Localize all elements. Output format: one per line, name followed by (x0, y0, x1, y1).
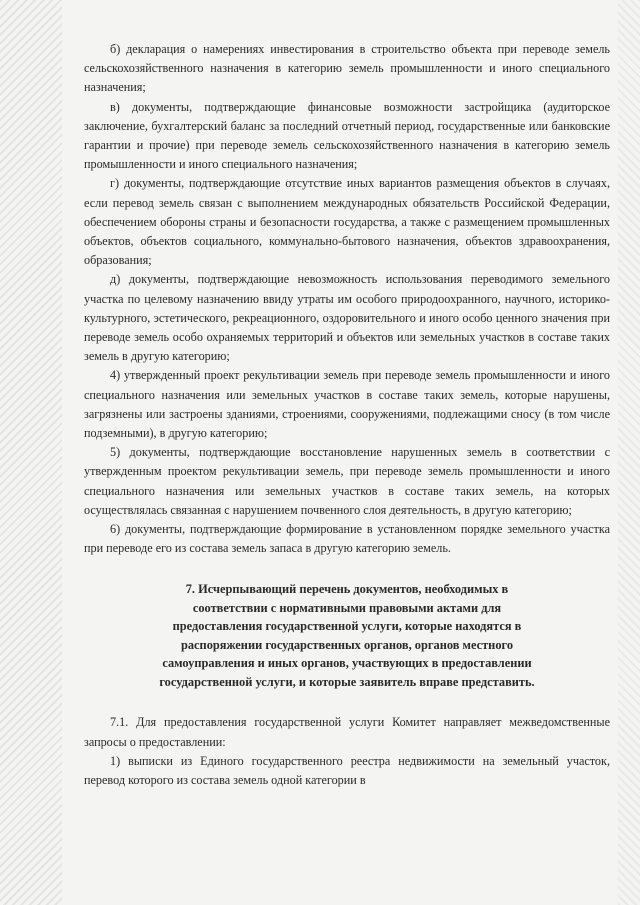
paragraph-5: 5) документы, подтверждающие восстановление нарушенных земель в соответствии с утвержденным проектом рекультивации земель, при переводе земель промышленности и иного специального назначения или земельных участков в составе таких земель, на которых осуществлялась связанная с нарушением почвенного слоя деятельность, в другую категорию; (84, 445, 610, 517)
paragraph-4: 4) утвержденный проект рекультивации земель при переводе земель промышленности и иного специального назначения или земельных участков в составе таких земель, которые нарушены, загрязнены или застроены зданиями, строениями, сооружениями, подлежащими сносу (в том числе подземными), в другую категорию; (84, 368, 610, 441)
scan-edge-right (618, 0, 640, 905)
document-page (84, 40, 610, 790)
section-title-line: самоуправления и иных органов, участвующих в предоставлении (162, 656, 532, 671)
paragraph-v: в) документы, подтверждающие финансовые возможности застройщика (аудиторское заключение, бухгалтерский баланс за последний отчетный период, государственные или банковские гарантии и прочие) при переводе земель сельскохозяйственного назначения в категорию земель промышленности и иного специального назначения; (84, 99, 610, 172)
scan-edge-left (0, 0, 62, 905)
section-title-line: 7. Исчерпывающий перечень документов, необходимых в (185, 582, 509, 597)
section-title-line: предоставления государственной услуги, которые находятся в (172, 619, 522, 634)
section-7-title (84, 580, 610, 691)
section-title-line: государственной услуги, и которые заявитель вправе представить. (159, 674, 535, 689)
paragraph-b: б) декларация о намерениях инвестирования в строительство объекта при переводе земель сельскохозяйственного назначения в категорию земель промышленности и иного специального назначения; (84, 42, 610, 95)
paragraph-g: г) документы, подтверждающие отсутствие иных вариантов размещения объектов в случаях, если перевод земель связан с выполнением международных обязательств Российской Федерации, обеспечением обороны страны и безопасности государства, а также с размещением промышленных объектов, объектов социального, коммунально-бытового назначения, объектов здравоохранения, образования; (84, 176, 610, 268)
section-title-line: распоряжении государственных органов, органов местного (180, 637, 514, 652)
paragraph-6: 6) документы, подтверждающие формирование в установленном порядке земельного участка при переводе его из состава земель запаса в другую категорию земель. (84, 522, 610, 556)
paragraph-d: д) документы, подтверждающие невозможность использования переводимого земельного участка по целевому назначению ввиду утраты им особого природоохранного, научного, историко-культурного, эстетического, рекреационного, оздоровительного и иного особо ценного значения при переводе земель особо охраняемых территорий и объектов или земельных участков в составе таких земель в другую категорию; (84, 272, 610, 364)
section-title-line: соответствии с нормативными правовыми актами для (192, 600, 502, 615)
paragraph-7-1-1: 1) выписки из Единого государственного реестра недвижимости на земельный участок, перевод которого из состава земель одной категории в (84, 753, 610, 788)
paragraph-7-1: 7.1. Для предоставления государственной услуги Комитет направляет межведомственные запросы о предоставлении: (84, 715, 610, 749)
